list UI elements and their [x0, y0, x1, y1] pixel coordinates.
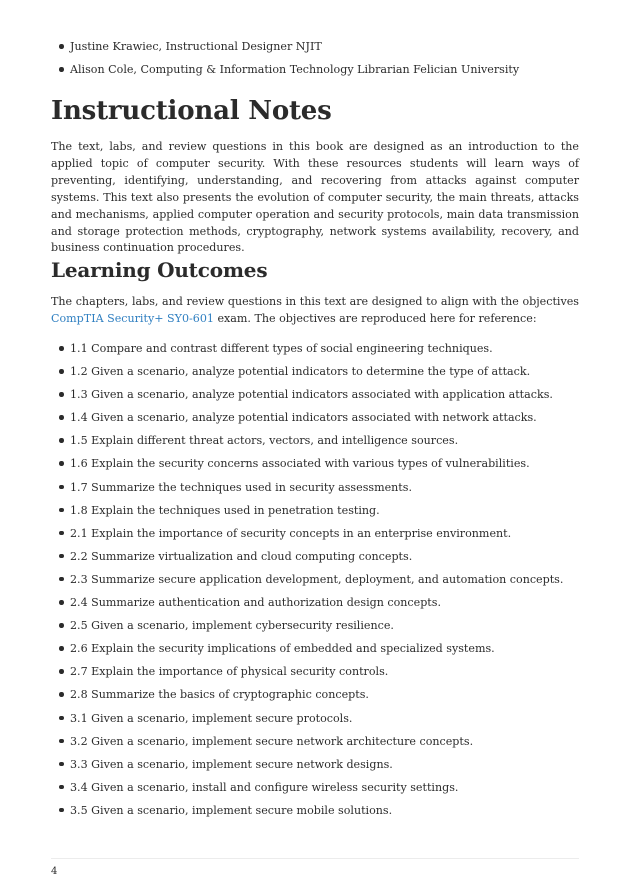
- objective-item: 2.3 Summarize secure application development, deployment, and automation concepts.: [51, 573, 579, 596]
- objective-item: 3.3 Given a scenario, implement secure network designs.: [51, 758, 579, 781]
- objective-item: 2.6 Explain the security implications of embedded and specialized systems.: [51, 642, 579, 665]
- objective-item: 3.1 Given a scenario, implement secure protocols.: [51, 712, 579, 735]
- footer-divider: [51, 858, 579, 859]
- objective-item: 2.7 Explain the importance of physical security controls.: [51, 665, 579, 688]
- instructional-notes-heading: Instructional Notes: [51, 96, 332, 126]
- objective-item: 1.5 Explain different threat actors, vectors, and intelligence sources.: [51, 434, 579, 457]
- objective-item: 1.3 Given a scenario, analyze potential indicators associated with application attacks.: [51, 388, 579, 411]
- page-number: 4: [51, 866, 58, 877]
- learning-outcomes-heading: Learning Outcomes: [51, 258, 268, 282]
- objective-item: 3.4 Given a scenario, install and configure wireless security settings.: [51, 781, 579, 804]
- objective-item: 1.8 Explain the techniques used in penetration testing.: [51, 504, 579, 527]
- intro-text-after-link: exam. The objectives are reproduced here for reference:: [213, 311, 537, 325]
- objective-item: 3.2 Given a scenario, implement secure network architecture concepts.: [51, 735, 579, 758]
- learning-outcomes-intro: [51, 294, 579, 328]
- objective-item: 1.1 Compare and contrast different types of social engineering techniques.: [51, 342, 579, 365]
- objective-item: 2.5 Given a scenario, implement cybersecurity resilience.: [51, 619, 579, 642]
- objective-item: 3.5 Given a scenario, implement secure mobile solutions.: [51, 804, 579, 827]
- objective-item: 1.7 Summarize the techniques used in security assessments.: [51, 481, 579, 504]
- instructional-notes-paragraph: The text, labs, and review questions in this book are designed as an introduction to the applied topic of computer security. With these resources students will learn ways of preventing, identifying, understanding, and recovering from attacks against computer systems. This text also presents the evolution of computer security, the main threats, attacks and mechanisms, applied computer operation and security protocols, main data transmission and storage protection methods, cryptography, network systems availability, recovery, and business continuation procedures.: [51, 140, 579, 255]
- objective-item: 1.4 Given a scenario, analyze potential indicators associated with network attacks.: [51, 411, 579, 434]
- objective-item: 2.1 Explain the importance of security concepts in an enterprise environment.: [51, 527, 579, 550]
- contributors-list: [51, 40, 579, 86]
- objective-item: 1.2 Given a scenario, analyze potential indicators to determine the type of attack.: [51, 365, 579, 388]
- objective-item: 2.2 Summarize virtualization and cloud computing concepts.: [51, 550, 579, 573]
- objectives-list: [51, 342, 579, 827]
- list-item: Alison Cole, Computing & Information Technology Librarian Felician University: [51, 63, 579, 76]
- intro-text-before-link: The chapters, labs, and review questions in this text are designed to align with the objectives: [51, 295, 579, 308]
- list-item: Justine Krawiec, Instructional Designer NJIT: [51, 40, 579, 53]
- objective-item: 1.6 Explain the security concerns associated with various types of vulnerabilities.: [51, 457, 579, 480]
- objective-item: 2.8 Summarize the basics of cryptographic concepts.: [51, 688, 579, 711]
- objective-item: 2.4 Summarize authentication and authorization design concepts.: [51, 596, 579, 619]
- comptia-security-link[interactable]: CompTIA Security+ SY0-601: [51, 311, 214, 325]
